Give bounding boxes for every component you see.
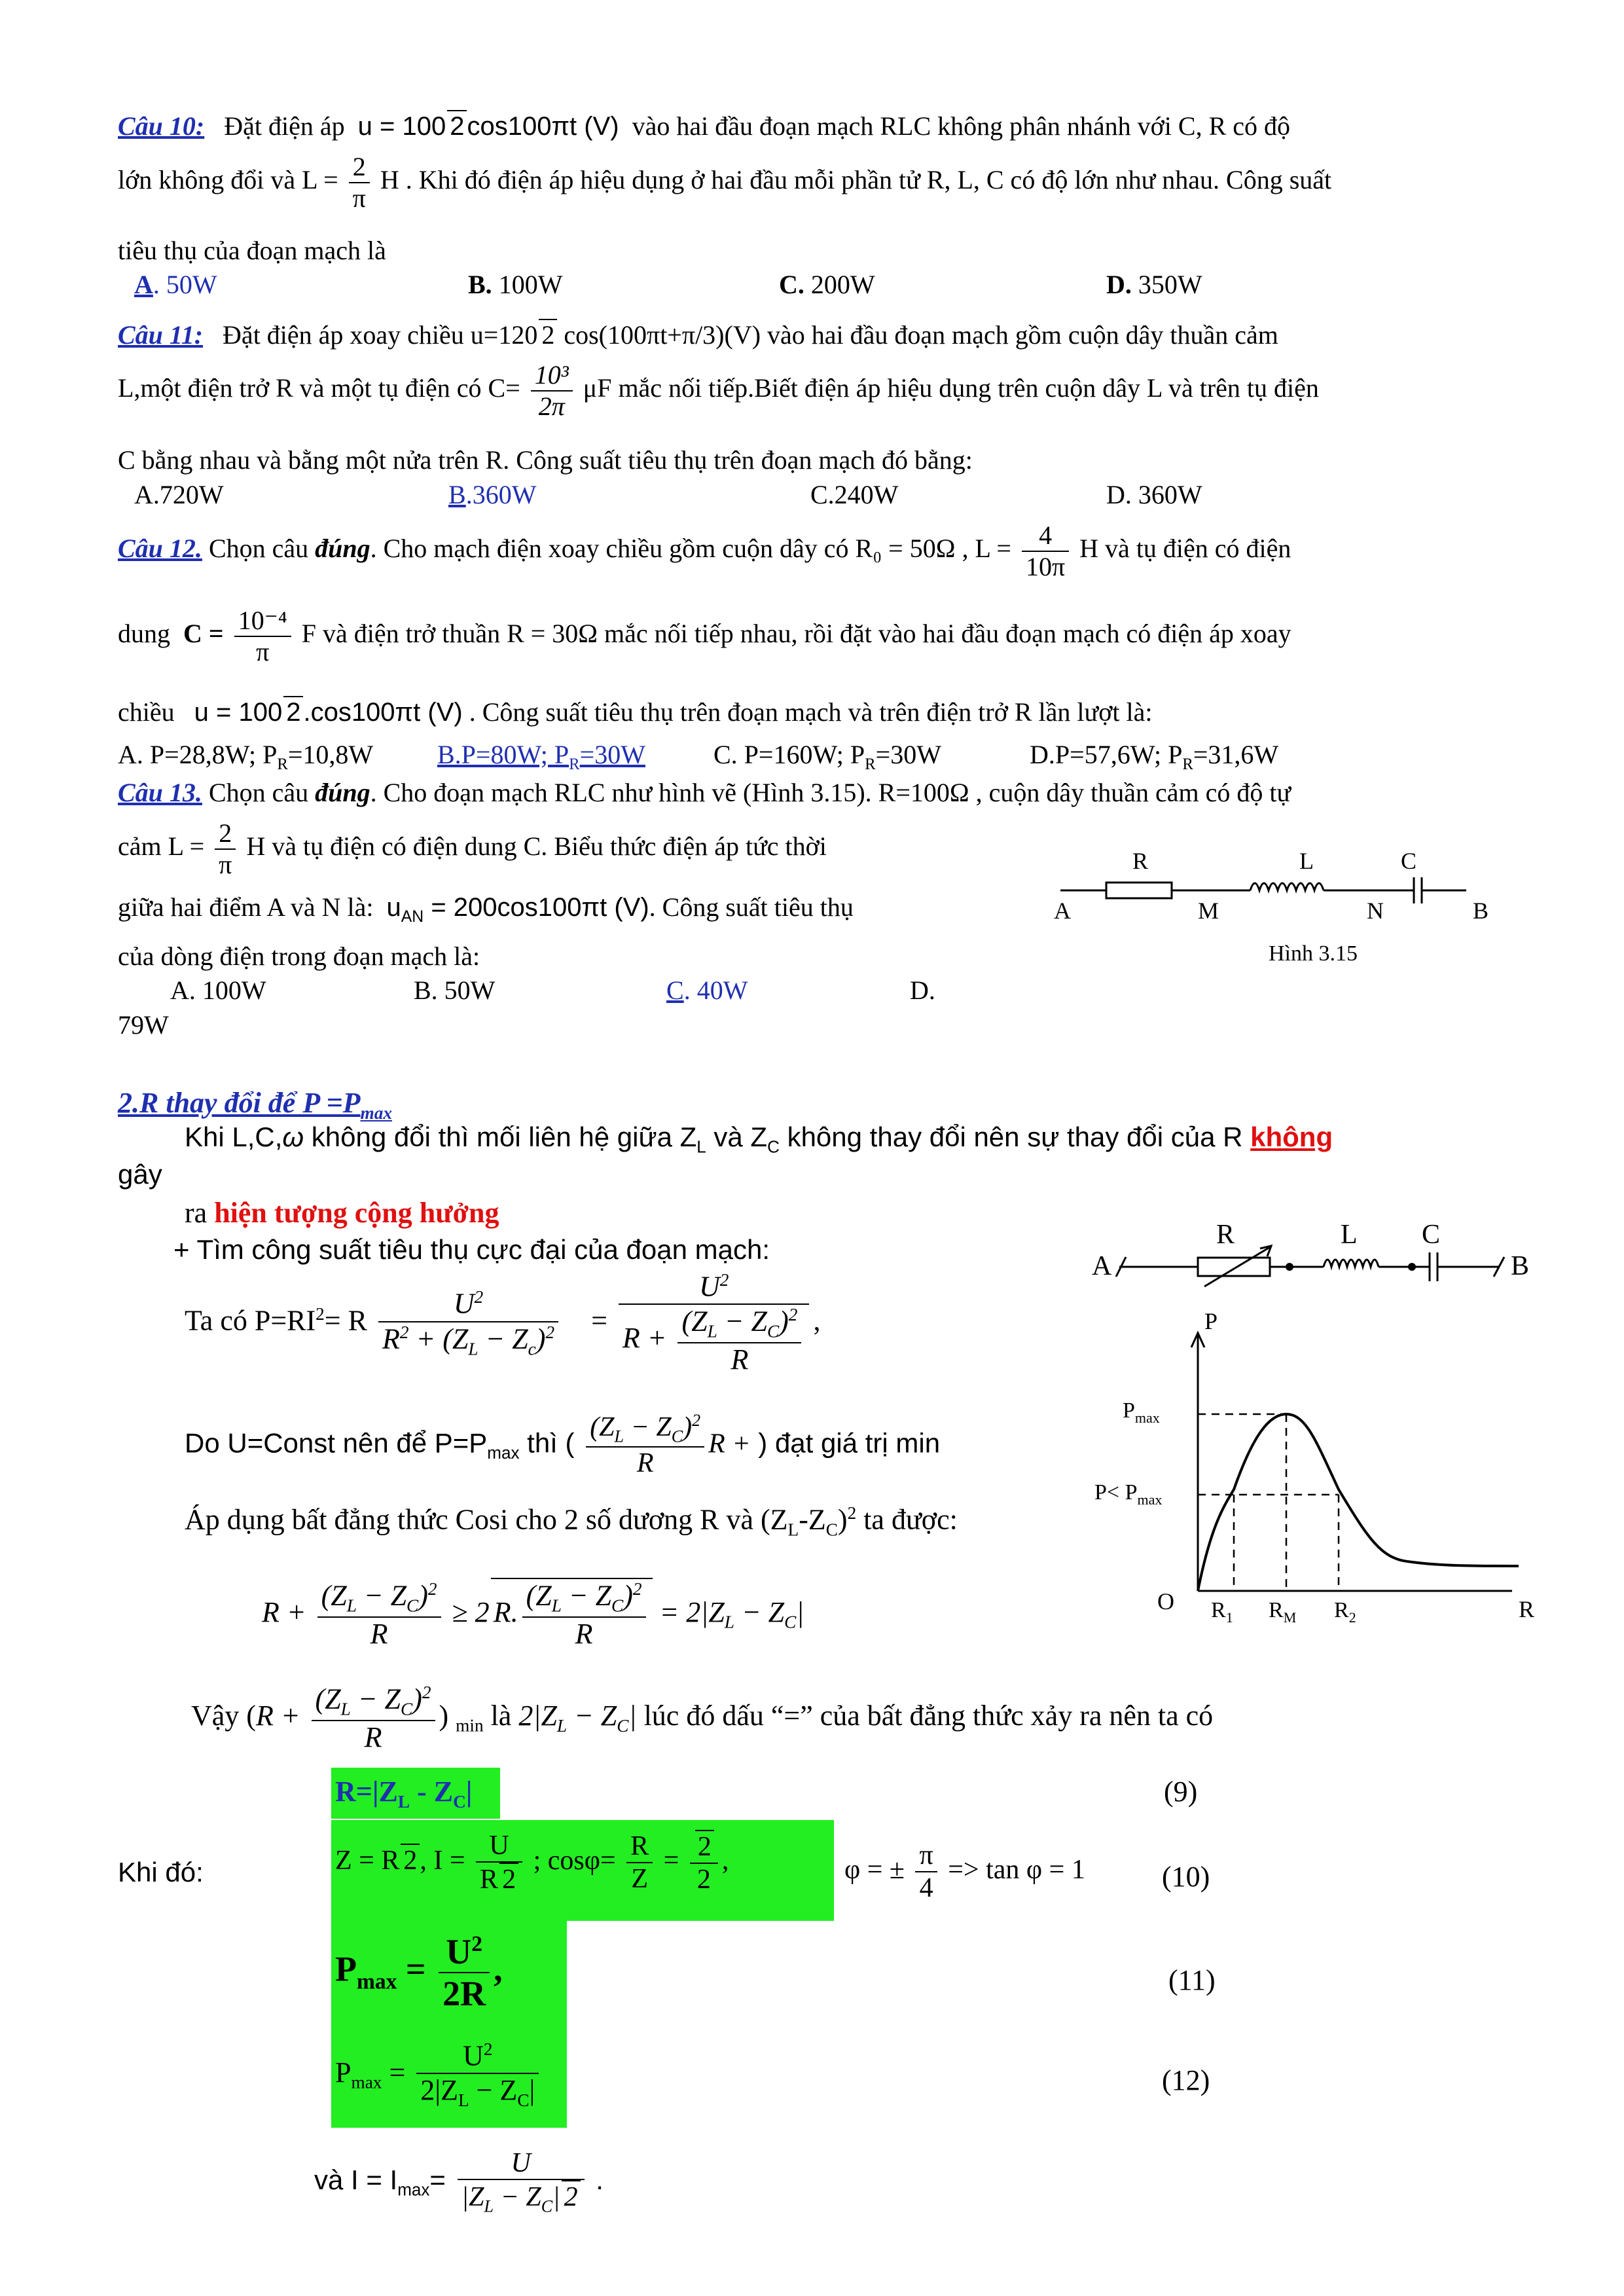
q10-line3: tiêu thụ của đoạn mạch là bbox=[118, 236, 386, 265]
section2-heading: 2.R thay đổi để $P =P_{max}$ bbox=[118, 1087, 393, 1123]
formula-cosi-inequality: R + $\frac{(Z_L - Z_C)^2}{R}$ ≥ 2 R. $\frac{(Z_L - Z_C)^2}{R}$ = $2|Z_L - Z_C|$ bbox=[262, 1579, 804, 1650]
q13-line3: giữa hai điểm A và N là: $u_{AN} = 200\cos 100\pi t$ (V). Công suất tiêu thụ bbox=[118, 892, 854, 926]
q12-line1: Câu 12. Chọn câu đúng. Cho mạch điện xoay chiều gồm cuộn dây có R₀ = 50Ω , L = $\frac{4}{10\pi}$ H và tụ điện có điện bbox=[118, 520, 1291, 581]
power-curve bbox=[1198, 1414, 1519, 1591]
q10-voltage-eq: u = 100 2 cos100πt (V) bbox=[358, 112, 619, 141]
formula-eq10-tail: φ = ± $\frac{\pi}{4}$ => tan φ = 1 bbox=[844, 1840, 1085, 1904]
circuit2-label-c: C bbox=[1422, 1220, 1441, 1250]
graph-label-r2: $R_2$ bbox=[1334, 1598, 1356, 1626]
formula-eq12: $P_{max}$ = $\frac{U^2}{2|Z_L - Z_C|}$ bbox=[335, 2039, 543, 2111]
q11-option-b: B.360W bbox=[448, 480, 537, 509]
q11-line1: Câu 11: Đặt điện áp xoay chiều u=120 2 cos(100πt+π/3)(V) vào hai đầu đoạn mạch gồm cuộn dây thuần cảm bbox=[118, 320, 1278, 350]
q10-option-a: A. 50W bbox=[134, 270, 217, 299]
q10-option-d: D. 350W bbox=[1106, 270, 1202, 299]
q12-inductance-fraction: $\frac{4}{10\pi}$ bbox=[1022, 520, 1069, 582]
graph-label-r1: $R_1$ bbox=[1211, 1598, 1233, 1626]
q13-option-d: D. bbox=[910, 975, 935, 1005]
q11-option-d: D. 360W bbox=[1106, 480, 1202, 509]
q11-option-c: C.240W bbox=[810, 480, 899, 509]
formula-eq11: $P_{max}$ = $\frac{U^2}{2R}$ , bbox=[335, 1932, 503, 2014]
section2-para6: Áp dụng bất đẳng thức Cosi cho 2 số dương R và $(Z_L-Z_C)^2$ ta được: bbox=[185, 1503, 958, 1540]
fig-label-b: B bbox=[1473, 898, 1489, 924]
q10-inductance-fraction: $\frac{2}{\pi}$ bbox=[349, 152, 370, 213]
q13-option-a: A. 100W bbox=[170, 975, 266, 1005]
q11-capacitance-fraction: $\frac{\text{10³}}{2\pi}$ bbox=[531, 360, 573, 422]
fig-label-r: R bbox=[1132, 848, 1149, 874]
q12-line2: dung C = $\frac{\text{10⁻⁴}}{\pi}$ F và điện trở thuần R = 30Ω mắc nối tiếp nhau, rồi đặt vào hai đầu đoạn mạch có điện áp xoay bbox=[118, 606, 1291, 666]
circuit-variable-r bbox=[1080, 1214, 1551, 1293]
graph-label-p: P bbox=[1204, 1309, 1218, 1334]
circuit2-label-l: L bbox=[1341, 1220, 1358, 1250]
circuit2-label-a: A bbox=[1092, 1251, 1112, 1281]
formula-min-condition: Do U=Const nên để $P=P_{max}$ thì ( $\frac{(Z_L - Z_C)^2}{R}$ R + ) đạt giá trị min bbox=[185, 1411, 941, 1479]
q12-option-d: D.P=57,6W; $P_R=31,6W$ bbox=[1030, 740, 1279, 773]
khi-do-label: Khi đó: bbox=[118, 1857, 204, 1887]
formula-power: Ta có $P=RI^2= R$ $\frac{U^2}{R^2 + (Z_L - Z_c)^2}$ = $U^2$ R + $\frac{(Z_L - Z_C)^2}{R}$ , bbox=[185, 1270, 821, 1376]
q13-line4: của dòng điện trong đoạn mạch là: bbox=[118, 941, 480, 971]
q11-option-a: A.720W bbox=[134, 480, 224, 509]
formula-imax: và $I = I_{max}=$ $\frac{U}{|Z_L - Z_C| 2}$ . bbox=[314, 2148, 604, 2216]
q12-option-b: B.P=80W; $P_R=30W$ bbox=[437, 740, 645, 773]
section2-para1: Khi L,C,ω không đổi thì mối liên hệ giữa $Z_L$ và $Z_C$ không thay đổi nên sự thay đổi của R không bbox=[185, 1121, 1333, 1157]
q13-inductance-fraction: $\frac{2}{\pi}$ bbox=[215, 818, 236, 880]
q13-option-b: B. 50W bbox=[414, 975, 496, 1005]
graph-label-rm: $R_M$ bbox=[1269, 1598, 1297, 1626]
section2-para1-cont: gây bbox=[118, 1159, 162, 1190]
circuit2-label-r: R bbox=[1216, 1220, 1235, 1250]
q10-line2: lớn không đổi và L = $\frac{2}{\pi}$ H . Khi đó điện áp hiệu dụng ở hai đầu mỗi phần tử R, L, C có độ lớn như nhau. Công suất bbox=[118, 152, 1332, 213]
circuit-figure-3-15 bbox=[1034, 841, 1506, 972]
graph-label-origin: O bbox=[1157, 1588, 1174, 1614]
q12-capacitance-fraction: $\frac{\text{10⁻⁴}}{\pi}$ bbox=[234, 606, 291, 667]
q10-option-c: C. 200W bbox=[779, 270, 875, 299]
fig-label-c: C bbox=[1401, 848, 1417, 874]
q11-line2: L,một điện trở R và một tụ điện có C= $\frac{\text{10³}}{2\pi}$ μF mắc nối tiếp.Biết điện áp hiệu dụng trên cuộn dây L và trên tụ điện bbox=[118, 360, 1319, 421]
graph-label-pless: $P< P_{max}$ bbox=[1094, 1480, 1163, 1508]
fig-label-n: N bbox=[1367, 898, 1384, 924]
q12-option-a: A. P=28,8W; $P_R=10,8W$ bbox=[118, 740, 374, 773]
q13-line1: Câu 13. Chọn câu đúng. Cho đoạn mạch RLC như hình vẽ (Hình 3.15). R=100Ω , cuộn dây thuần cảm có độ tự bbox=[118, 778, 1291, 807]
q13-option-d-cont: 79W bbox=[118, 1010, 169, 1040]
eq-number-12: (12) bbox=[1162, 2064, 1210, 2096]
circuit2-label-b: B bbox=[1511, 1251, 1530, 1281]
section2-para3: + Tìm công suất tiêu thụ cực đại của đoạn mạch: bbox=[173, 1234, 770, 1265]
formula-eq10: Z = R 2, I = $\frac{U}{R 2}$ ; cosφ= $\frac{R}{Z}$ = $\frac{2}{2}$ , bbox=[335, 1831, 729, 1895]
q13-line2: cảm L = $\frac{2}{\pi}$ H và tụ điện có điện dung C. Biểu thức điện áp tức thời bbox=[118, 818, 827, 879]
fig-label-a: A bbox=[1054, 898, 1071, 924]
fig-caption: Hình 3.15 bbox=[1269, 941, 1358, 966]
q10-line1 bbox=[118, 110, 1290, 141]
q13-option-c: C. 40W bbox=[666, 975, 748, 1005]
q10-text1: Đặt điện áp bbox=[224, 111, 345, 141]
power-vs-resistance-graph bbox=[1080, 1309, 1551, 1650]
q12-line3: chiều u = 100 2 .cos100πt (V) . Công suất tiêu thụ trên đoạn mạch và trên điện trở R lần lượt là: bbox=[118, 697, 1153, 727]
fig-label-l: L bbox=[1299, 848, 1314, 874]
q12-voltage-eq: u = 100 2 .cos100πt (V) bbox=[194, 698, 463, 727]
eq-number-11: (11) bbox=[1168, 1964, 1216, 1996]
q12-option-c: C. P=160W; $P_R=30W$ bbox=[713, 740, 941, 773]
graph-label-pmax: $P_{max}$ bbox=[1123, 1398, 1160, 1426]
q10-option-b: B. 100W bbox=[468, 270, 563, 299]
formula-conclusion: Vậy (R + $\frac{(Z_L - Z_C)^2}{R}$ ) $_{min}$ là $2|Z_L - Z_C|$ lúc đó dấu “=” của bất đẳng thức xảy ra nên ta có bbox=[191, 1683, 1214, 1753]
q10-text2: vào hai đầu đoạn mạch RLC không phân nhánh với C, R có độ bbox=[632, 111, 1291, 141]
section2-para2: ra hiện tượng cộng hưởng bbox=[185, 1197, 499, 1229]
formula-eq9: $R=|Z_L - Z_C|$ bbox=[335, 1776, 473, 1812]
eq-number-9: (9) bbox=[1164, 1776, 1198, 1808]
q10-label: Câu 10: bbox=[118, 111, 205, 141]
fig-label-m: M bbox=[1198, 898, 1219, 924]
graph-label-r-axis: R bbox=[1519, 1596, 1535, 1622]
eq-number-10: (10) bbox=[1162, 1861, 1210, 1893]
q11-line3: C bằng nhau và bằng một nửa trên R. Công suất tiêu thụ trên đoạn mạch đó bằng: bbox=[118, 445, 973, 475]
